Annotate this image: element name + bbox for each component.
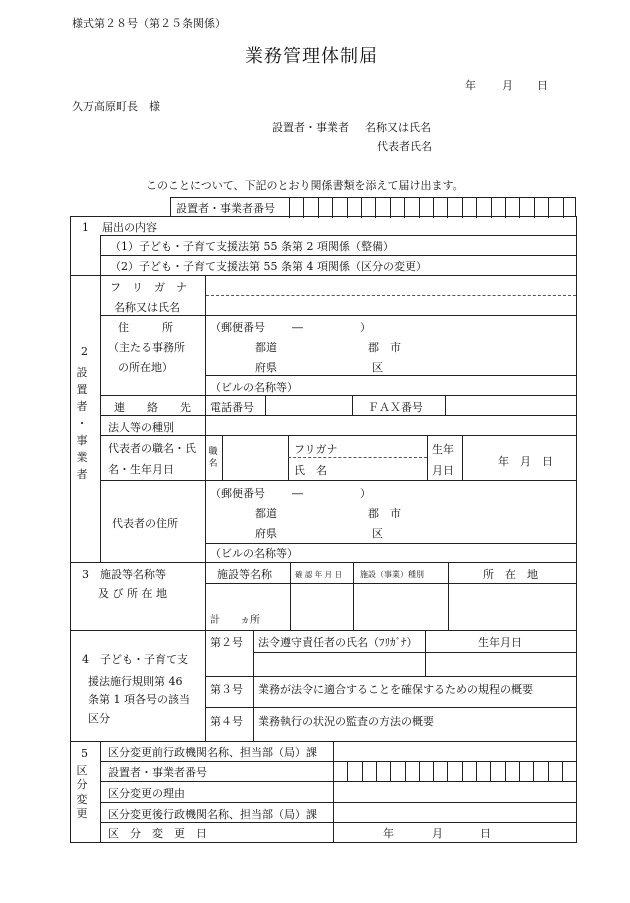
item2-birth-label: 生年月日 — [478, 636, 522, 649]
number-cell[interactable] — [519, 198, 534, 218]
phone-label: 電話番号 — [210, 401, 254, 414]
page-title: 業務管理体制届 — [245, 46, 378, 67]
facility-total: 計 ヵ所 — [210, 615, 260, 626]
section5-row2: 設置者・事業者番号 — [108, 766, 207, 779]
section5-row4: 区分変更後行政機関名称、担当部（局）課 — [108, 808, 317, 821]
section5-date-day: 日 — [480, 827, 491, 840]
fuken-label: 府県 — [255, 361, 277, 374]
rep-birth-date: 年 月 日 — [498, 455, 553, 468]
rep-postal-close: ） — [360, 487, 371, 500]
address-label-2: （主たる事務所 — [108, 341, 185, 354]
postal-close: ） — [360, 321, 371, 334]
number-cell[interactable] — [433, 198, 448, 218]
furigana-label: フ リ ガ ナ — [110, 281, 187, 294]
rep-building-label: （ビルの名称等） — [210, 547, 298, 560]
section1-title: 届出の内容 — [102, 221, 157, 234]
number-cell[interactable] — [419, 198, 434, 218]
number-cell[interactable] — [491, 198, 506, 218]
number-cell[interactable] — [505, 198, 520, 218]
gunshi-label: 郡 市 — [368, 341, 401, 354]
number-cell[interactable] — [390, 198, 405, 218]
rep-ku-label: 区 — [372, 527, 383, 540]
item2-text: 法令遵守責任者の氏名（ﾌﾘｶﾞﾅ） — [258, 636, 418, 649]
section5-row5: 区 分 変 更 日 — [108, 827, 207, 840]
section5-heading: 区 分 変 更 — [76, 764, 88, 820]
item3-text: 業務が法令に適合することを確保するための規程の概要 — [258, 683, 533, 696]
confirm-date-header: 確 認 年 月 日 — [295, 570, 343, 579]
number-cell[interactable] — [375, 198, 390, 218]
number-cell[interactable] — [361, 198, 376, 218]
section4-label: 4 子ども・子育て支 — [82, 653, 188, 666]
rep-postal-label: （郵便番号 — [210, 487, 265, 500]
section2-heading: 設 置 者 ・ 事 業 者 — [76, 366, 88, 482]
section4-label-4: 区分 — [88, 712, 110, 725]
number-cell[interactable] — [447, 761, 462, 781]
fax-label: ＦＡＸ番号 — [368, 401, 423, 414]
number-cell[interactable] — [419, 761, 434, 781]
corp-type-label: 法人等の種別 — [108, 421, 174, 434]
postal-label: （郵便番号 — [210, 321, 265, 334]
facility-type-header: 施設（事業）種別 — [360, 570, 424, 579]
number-cell[interactable] — [519, 761, 534, 781]
item4-text: 業務執行の状況の監査の方法の概要 — [258, 715, 434, 728]
address-label: 住 所 — [118, 321, 173, 334]
number-cell[interactable] — [533, 761, 548, 781]
postal-dash: ― — [292, 321, 303, 334]
contact-label: 連 絡 先 — [114, 401, 191, 414]
todo-label: 都道 — [255, 341, 277, 354]
section5-row1: 区分変更前行政機関名称、担当部（局）課 — [108, 746, 317, 759]
number-cell[interactable] — [404, 198, 419, 218]
submitter-role: 設置者・事業者 — [272, 121, 349, 134]
section5-date-month: 月 — [432, 827, 443, 840]
number-cell[interactable] — [318, 198, 333, 218]
section4-label-2: 援法施行規則第 46 — [88, 675, 183, 688]
date-year: 年 — [465, 79, 476, 92]
number-cell[interactable] — [333, 761, 348, 781]
rep-info-label: 代表者の職名・氏 — [108, 442, 196, 455]
number-cell[interactable] — [548, 198, 563, 218]
rep-fuken-label: 府県 — [255, 527, 277, 540]
number-cell[interactable] — [476, 761, 491, 781]
ku-label: 区 — [372, 361, 383, 374]
rep-name-label: 氏 名 — [294, 464, 327, 477]
rep-info-label-2: 名・生年月日 — [108, 463, 174, 476]
birth-label-2: 月日 — [432, 464, 454, 477]
section5-row3: 区分変更の理由 — [108, 787, 185, 800]
number-cell[interactable] — [347, 761, 362, 781]
submitter-name-label: 名称又は氏名 — [365, 121, 431, 134]
submitter-rep-label: 代表者氏名 — [377, 140, 432, 153]
main-form-table — [70, 216, 577, 843]
date-day: 日 — [537, 79, 548, 92]
rep-todo-label: 都道 — [255, 507, 277, 520]
number-cell[interactable] — [534, 198, 549, 218]
rep-gunshi-label: 郡 市 — [368, 507, 401, 520]
item4-number: 第４号 — [210, 715, 243, 728]
item3-number: 第３号 — [210, 683, 243, 696]
section1-number: 1 — [82, 221, 89, 234]
section5-number: 5 — [81, 747, 88, 760]
job-title-label: 職 名 — [208, 447, 218, 469]
operator-number-box — [170, 197, 576, 217]
number-cell[interactable] — [376, 761, 391, 781]
intro-text: このことについて、下記のとおり関係書類を添えて届け出ます。 — [146, 179, 464, 192]
operator-number-cells[interactable] — [289, 198, 577, 218]
number-cell[interactable] — [490, 761, 505, 781]
building-label: （ビルの名称等） — [210, 381, 298, 394]
number-cell[interactable] — [476, 198, 491, 218]
rep-furigana-label: フリガナ — [294, 443, 338, 456]
address-label-3: の所在地） — [118, 361, 173, 374]
section1-item-1[interactable]: （1）子ども・子育て支援法第 55 条第 2 項関係（整備） — [110, 240, 394, 253]
section5-operator-number-cells[interactable] — [333, 761, 576, 781]
section3-label-2: 及 び 所 在 地 — [98, 587, 167, 600]
section5-date-year: 年 — [383, 827, 394, 840]
number-cell[interactable] — [462, 761, 477, 781]
addressee: 久万高原町長 様 — [72, 100, 160, 113]
number-cell[interactable] — [390, 761, 405, 781]
location-header: 所 在 地 — [483, 568, 538, 581]
number-cell[interactable] — [433, 761, 448, 781]
number-cell[interactable] — [462, 198, 477, 218]
number-cell[interactable] — [548, 761, 563, 781]
number-cell[interactable] — [563, 198, 578, 218]
section2-number: 2 — [81, 345, 88, 358]
birth-label: 生年 — [432, 443, 454, 456]
section3-label: 3 施設等名称等 — [82, 568, 166, 581]
date-month: 月 — [502, 79, 513, 92]
number-cell[interactable] — [405, 761, 420, 781]
number-cell[interactable] — [505, 761, 520, 781]
section4-label-3: 条第 1 項各号の該当 — [88, 693, 190, 706]
rep-address-label: 代表者の住所 — [112, 517, 178, 530]
number-cell[interactable] — [347, 198, 362, 218]
form-number: 様式第２８号（第２５条関係） — [72, 17, 226, 30]
number-cell[interactable] — [447, 198, 462, 218]
number-cell[interactable] — [332, 198, 347, 218]
item2-number: 第２号 — [210, 636, 243, 649]
number-cell[interactable] — [562, 761, 577, 781]
section1-item-2[interactable]: （2）子ども・子育て支援法第 55 条第 4 項関係（区分の変更） — [110, 260, 427, 273]
operator-number-label: 設置者・事業者番号 — [176, 202, 275, 215]
rep-postal-dash: ― — [292, 487, 303, 500]
facility-name-header: 施設等名称 — [217, 568, 272, 581]
name-label: 名称又は氏名 — [114, 301, 180, 314]
number-cell[interactable] — [362, 761, 377, 781]
number-cell[interactable] — [303, 198, 318, 218]
number-cell[interactable] — [289, 198, 304, 218]
